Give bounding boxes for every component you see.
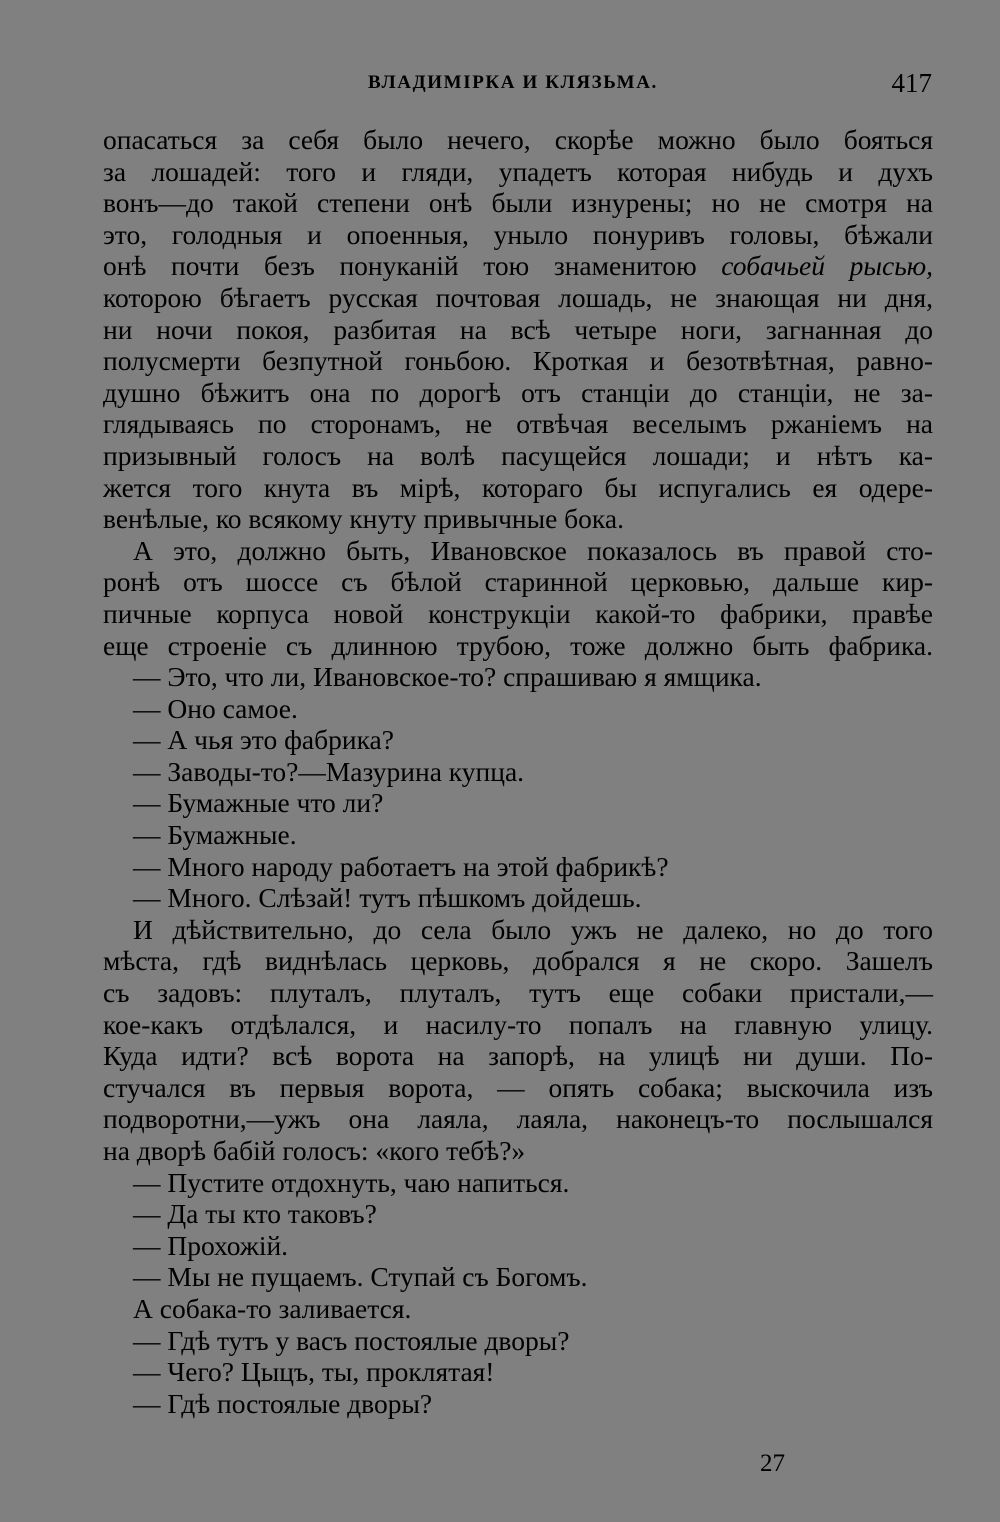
text-line: [103, 503, 933, 535]
text-line-content: за лошадей: того и гляди, упадетъ которая нибудь и духъ: [103, 155, 933, 187]
page-header: [0, 68, 1000, 102]
text-line-content: — А чья это фабрика?: [133, 724, 394, 756]
text-line-content: — Чего? Цыцъ, ты, проклятая!: [133, 1356, 495, 1388]
text-line-content: — Много. Слѣзай! тутъ пѣшкомъ дойдешь.: [133, 882, 642, 914]
text-line-content: это, голодныя и опоенныя, уныло понуривъ головы, бѣжали: [103, 218, 933, 250]
text-line: [103, 1040, 933, 1072]
text-line: [103, 693, 933, 725]
text-line: [103, 819, 933, 851]
text-line-content: жется того кнута въ мірѣ, котораго бы испугались ея одере-: [103, 471, 933, 503]
text-line-content: — Гдѣ тутъ у васъ постоялые дворы?: [133, 1324, 570, 1356]
text-line: [103, 1325, 933, 1357]
text-line: [103, 250, 933, 282]
text-line-content: — Бумажные что ли?: [133, 787, 384, 819]
text-line-content: кое-какъ отдѣлался, и насилу-то попалъ на главную улицу.: [103, 1008, 933, 1040]
text-line-content: пичные корпуса новой конструкціи какой-то фабрики, правѣе: [103, 597, 933, 629]
text-line-content: — Бумажные.: [133, 819, 297, 851]
text-line: [103, 598, 933, 630]
text-line-content: — Заводы-то?—Мазурина купца.: [133, 755, 525, 787]
text-line-content: на дворѣ бабій голосъ: «кого тебѣ?»: [103, 1135, 526, 1166]
text-line: [103, 630, 933, 662]
text-line: [103, 977, 933, 1009]
text-line-content: — Гдѣ постоялые дворы?: [133, 1387, 433, 1419]
text-line-content: которою бѣгаетъ русская почтовая лошадь, не знающая ни дня,: [103, 281, 933, 313]
text-line-content: онѣ почти безъ понуканій тою знаменитою: [103, 250, 722, 282]
text-line: [103, 124, 933, 156]
text-line-content: опасаться за себя было нечего, скорѣе можно было бояться: [103, 124, 933, 155]
text-line: [103, 661, 933, 693]
text-line: [103, 1103, 933, 1135]
text-line-content: — Пустите отдохнуть, чаю напиться.: [133, 1166, 570, 1198]
text-line: [103, 314, 933, 346]
text-line-content: — Прохожій.: [133, 1229, 289, 1261]
text-line: [103, 945, 933, 977]
text-line: [103, 377, 933, 409]
text-line: [103, 1230, 933, 1262]
text-line-content: глядываясь по сторонамъ, не отвѣчая веселымъ ржаніемъ на: [103, 408, 933, 440]
text-line-content: еще строеніе съ длинною трубою, тоже должно быть фабрика.: [103, 629, 933, 661]
text-line-content: мѣста, гдѣ виднѣлась церковь, добрался я не скоро. Зашелъ: [103, 945, 933, 977]
text-line: [103, 440, 933, 472]
text-line-content: Куда идти? всѣ ворота на запорѣ, на улицѣ ни души. По-: [103, 1040, 933, 1072]
text-line-content: А собака-то заливается.: [133, 1292, 412, 1324]
text-line-content: — Мы не пущаемъ. Ступай съ Богомъ.: [133, 1261, 588, 1293]
page-number: 417: [891, 68, 932, 98]
text-line: [103, 219, 933, 251]
text-line: [103, 345, 933, 377]
text-line: [103, 1135, 933, 1167]
text-line: [103, 914, 933, 946]
text-line: [103, 1261, 933, 1293]
text-line: [103, 408, 933, 440]
text-line: [103, 851, 933, 883]
text-line-content: съ задовъ: плуталъ, плуталъ, тутъ еще собаки пристали,—: [103, 977, 933, 1009]
text-line-content: полусмерти безпутной гоньбою. Кроткая и безотвѣтная, равно-: [103, 345, 933, 377]
text-line-content: вонъ—до такой степени онѣ были изнурены; но не смотря на: [103, 187, 933, 219]
text-line: [103, 1356, 933, 1388]
text-line: [103, 282, 933, 314]
text-line: [103, 756, 933, 788]
text-line-content: — Это, что ли, Ивановское-то? спрашиваю я ямщика.: [133, 661, 762, 693]
text-line-content: ронѣ отъ шоссе съ бѣлой старинной церковью, дальше кир-: [103, 566, 933, 598]
text-line-content: — Да ты кто таковъ?: [133, 1198, 377, 1230]
text-line: [103, 1388, 933, 1420]
text-line-content: — Оно самое.: [133, 692, 298, 724]
text-line-content: подворотни,—ужъ она лаяла, лаяла, наконецъ-то послышался: [103, 1103, 933, 1135]
text-line: [103, 1198, 933, 1230]
emphasized-phrase: собачьей рысью,: [721, 250, 934, 282]
text-line: [103, 1167, 933, 1199]
text-line: [103, 724, 933, 756]
text-line: [103, 882, 933, 914]
text-line-content: призывный голосъ на волѣ пасущейся лошади; и нѣтъ ка-: [103, 439, 933, 471]
text-line: [103, 156, 933, 188]
text-line: [103, 1293, 933, 1325]
text-line-content: стучался въ первыя ворота, — опять собака; выскочила изъ: [103, 1071, 933, 1103]
text-line: [103, 566, 933, 598]
text-line-content: — Много народу работаетъ на этой фабрикѣ?: [133, 850, 669, 882]
text-line: [103, 187, 933, 219]
text-line-content: А это, должно быть, Ивановское показалось въ правой сто-: [133, 534, 933, 566]
printer-signature: 27: [760, 1450, 785, 1477]
text-line-content: И дѣйствительно, до села было ужъ не далеко, но до того: [133, 913, 933, 945]
text-line: [103, 787, 933, 819]
text-line: [103, 1072, 933, 1104]
body-text: [103, 124, 933, 1419]
text-line-content: душно бѣжитъ она по дорогѣ отъ станціи до станціи, не за-: [103, 376, 933, 408]
text-line: [103, 1009, 933, 1041]
text-line: [103, 472, 933, 504]
text-line-content: венѣлые, ко всякому кнуту привычные бока.: [103, 503, 624, 535]
text-line: [103, 535, 933, 567]
running-title: ВЛАДИМІРКА И КЛЯЗЬМА.: [368, 72, 658, 93]
text-line-content: ни ночи покоя, разбитая на всѣ четыре ноги, загнанная до: [103, 313, 933, 345]
